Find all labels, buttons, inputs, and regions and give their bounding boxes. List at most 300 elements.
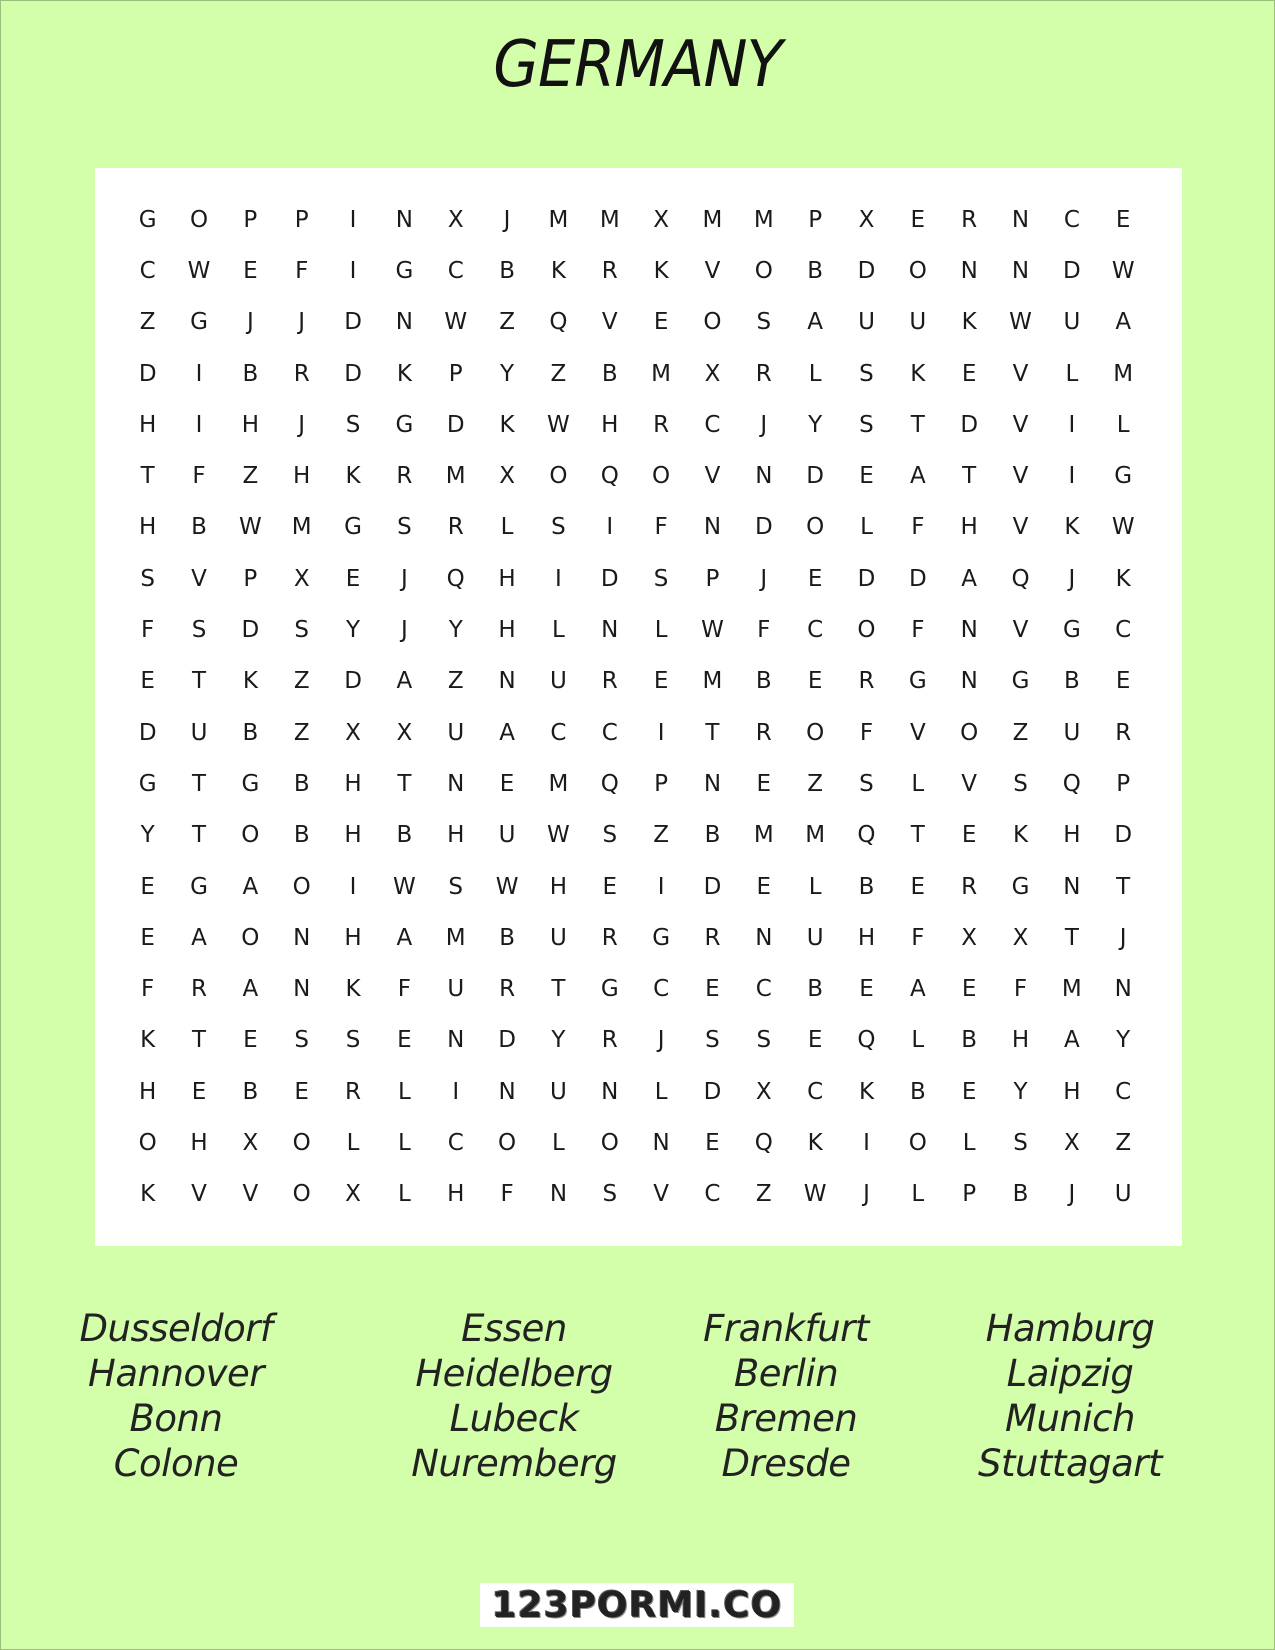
grid-cell: B bbox=[499, 257, 515, 284]
grid-cell: M bbox=[1061, 976, 1082, 1003]
word-item: Lubeck bbox=[449, 1397, 579, 1440]
grid-cell: C bbox=[704, 411, 721, 438]
grid-cell: Z bbox=[293, 719, 310, 746]
grid-cell: S bbox=[653, 565, 669, 592]
grid-cell: D bbox=[138, 719, 157, 746]
grid-cell: Z bbox=[1012, 719, 1029, 746]
grid-cell: E bbox=[961, 976, 977, 1003]
grid-cell: U bbox=[1063, 719, 1081, 746]
grid-cell: Q bbox=[446, 565, 465, 592]
grid-cell: H bbox=[344, 822, 362, 849]
grid-cell: D bbox=[960, 411, 979, 438]
grid-cell: M bbox=[548, 206, 569, 233]
grid-cell: B bbox=[755, 668, 772, 695]
grid-cell: V bbox=[191, 1181, 207, 1208]
grid-cell: C bbox=[807, 1078, 824, 1105]
grid-cell: M bbox=[805, 822, 826, 849]
grid-cell: G bbox=[190, 873, 208, 900]
grid-cell: R bbox=[447, 514, 464, 541]
grid-cell: W bbox=[803, 1181, 827, 1208]
grid-cell: G bbox=[241, 770, 260, 797]
grid-cell: R bbox=[755, 719, 772, 746]
grid-cell: A bbox=[499, 719, 515, 746]
grid-cell: R bbox=[396, 463, 413, 490]
grid-cell: C bbox=[704, 1181, 721, 1208]
grid-cell: C bbox=[1115, 617, 1132, 644]
grid-cell: E bbox=[910, 873, 926, 900]
grid-cell: K bbox=[1064, 514, 1080, 541]
grid-cell: G bbox=[138, 770, 157, 797]
grid-cell: F bbox=[654, 514, 668, 541]
grid-cell: D bbox=[1114, 822, 1133, 849]
grid-cell: X bbox=[1063, 1129, 1080, 1156]
grid-cell: M bbox=[599, 206, 620, 233]
grid-cell: D bbox=[446, 411, 465, 438]
grid-cell: N bbox=[960, 668, 978, 695]
word-column-4 bbox=[920, 1306, 1220, 1486]
grid-cell: B bbox=[293, 822, 310, 849]
grid-cell: A bbox=[1063, 1027, 1080, 1054]
grid-cell: N bbox=[293, 924, 311, 951]
grid-cell: L bbox=[911, 1181, 925, 1208]
grid-cell: H bbox=[139, 1078, 157, 1105]
grid-cell: L bbox=[397, 1181, 411, 1208]
grid-cell: I bbox=[195, 360, 203, 387]
grid-cell: I bbox=[555, 565, 562, 592]
grid-cell: H bbox=[498, 617, 516, 644]
grid-cell: E bbox=[243, 257, 258, 284]
word-item: Bremen bbox=[714, 1397, 858, 1440]
grid-cell: F bbox=[859, 719, 874, 746]
grid-cell: D bbox=[703, 1078, 722, 1105]
grid-cell: O bbox=[703, 309, 722, 336]
word-column-1 bbox=[26, 1306, 326, 1486]
grid-cell: E bbox=[756, 770, 772, 797]
grid-cell: L bbox=[397, 1129, 411, 1156]
grid-cell: B bbox=[242, 360, 259, 387]
grid-cell: I bbox=[195, 411, 203, 438]
grid-cell: O bbox=[241, 924, 260, 951]
grid-cell: J bbox=[1119, 924, 1127, 951]
grid-cell: W bbox=[495, 873, 519, 900]
word-item: Dusseldorf bbox=[79, 1307, 273, 1350]
grid-cell: T bbox=[191, 668, 207, 695]
grid-cell: H bbox=[139, 514, 157, 541]
grid-cell: F bbox=[141, 617, 155, 644]
grid-cell: O bbox=[292, 873, 311, 900]
grid-cell: A bbox=[191, 924, 207, 951]
grid-cell: J bbox=[760, 565, 768, 592]
grid-cell: K bbox=[345, 463, 361, 490]
grid-cell: R bbox=[601, 257, 618, 284]
grid-cell: G bbox=[908, 668, 927, 695]
grid-cell: B bbox=[858, 873, 875, 900]
grid-cell: E bbox=[140, 873, 155, 900]
grid-cell: Z bbox=[1115, 1129, 1132, 1156]
grid-cell: S bbox=[294, 1027, 309, 1054]
grid-cell: U bbox=[806, 924, 824, 951]
grid-cell: J bbox=[863, 1181, 870, 1208]
grid-cell: S bbox=[397, 514, 412, 541]
grid-cell: B bbox=[909, 1078, 926, 1105]
grid-cell: I bbox=[349, 257, 357, 284]
grid-cell: A bbox=[807, 309, 823, 336]
grid-cell: O bbox=[241, 822, 260, 849]
grid-cell: L bbox=[346, 1129, 360, 1156]
grid-cell: T bbox=[140, 463, 155, 490]
grid-cell: E bbox=[756, 873, 772, 900]
grid-cell: Q bbox=[1062, 770, 1081, 797]
grid-cell: W bbox=[444, 309, 468, 336]
grid-cell: M bbox=[548, 770, 569, 797]
word-item: Colone bbox=[113, 1442, 239, 1485]
grid-cell: O bbox=[908, 1129, 927, 1156]
grid-cell: P bbox=[654, 770, 669, 797]
grid-cell: F bbox=[1013, 976, 1028, 1003]
grid-cell: D bbox=[600, 565, 619, 592]
grid-cell: H bbox=[549, 873, 568, 900]
grid-cell: Y bbox=[140, 822, 155, 849]
grid-cell: N bbox=[1011, 206, 1030, 233]
grid-cell: H bbox=[293, 463, 311, 490]
grid-cell: P bbox=[705, 565, 720, 592]
grid-cell: M bbox=[445, 924, 466, 951]
grid-cell: F bbox=[757, 617, 771, 644]
grid-cell: R bbox=[601, 1027, 618, 1054]
grid-cell: H bbox=[344, 770, 362, 797]
grid-cell: U bbox=[1114, 1181, 1132, 1208]
grid-cell: O bbox=[806, 719, 825, 746]
grid-cell: O bbox=[908, 257, 927, 284]
grid-cell: J bbox=[400, 565, 408, 592]
word-item: Frankfurt bbox=[703, 1307, 869, 1350]
grid-cell: S bbox=[756, 1027, 772, 1054]
grid-cell: R bbox=[601, 668, 618, 695]
grid-cell: S bbox=[448, 873, 464, 900]
grid-cell: Q bbox=[857, 1027, 876, 1054]
grid-cell: V bbox=[653, 1181, 669, 1208]
grid-cell: A bbox=[909, 976, 926, 1003]
grid-cell: J bbox=[298, 309, 306, 336]
grid-cell: D bbox=[703, 873, 722, 900]
grid-cell: O bbox=[857, 617, 876, 644]
grid-cell: L bbox=[860, 514, 873, 541]
grid-cell: H bbox=[139, 411, 157, 438]
grid-cell: A bbox=[1115, 309, 1132, 336]
grid-cell: E bbox=[345, 565, 361, 592]
grid-cell: V bbox=[704, 463, 721, 490]
grid-cell: E bbox=[1115, 206, 1131, 233]
grid-cell: X bbox=[499, 463, 515, 490]
grid-cell: T bbox=[962, 463, 977, 490]
grid-cell: H bbox=[498, 565, 516, 592]
grid-cell: O bbox=[960, 719, 979, 746]
grid-cell: Q bbox=[600, 770, 619, 797]
grid-cell: X bbox=[396, 719, 413, 746]
grid-cell: O bbox=[189, 206, 209, 233]
grid-cell: T bbox=[1064, 924, 1079, 951]
grid-cell: V bbox=[1012, 360, 1029, 387]
grid-cell: X bbox=[447, 206, 464, 233]
grid-cell: R bbox=[653, 411, 670, 438]
grid-cell: A bbox=[242, 873, 259, 900]
grid-cell: X bbox=[704, 360, 721, 387]
grid-cell: Z bbox=[139, 309, 156, 336]
grid-cell: X bbox=[293, 565, 310, 592]
grid-cell: I bbox=[1068, 463, 1076, 490]
grid-cell: L bbox=[808, 360, 822, 387]
grid-cell: N bbox=[1011, 257, 1030, 284]
grid-cell: S bbox=[1013, 770, 1028, 797]
grid-cell: E bbox=[499, 770, 515, 797]
grid-cell: H bbox=[1063, 1078, 1081, 1105]
grid-cell: K bbox=[910, 360, 926, 387]
grid-cell: O bbox=[498, 1129, 517, 1156]
grid-cell: O bbox=[806, 514, 825, 541]
grid-cell: L bbox=[654, 1078, 668, 1105]
grid-cell: M bbox=[291, 514, 312, 541]
grid-cell: I bbox=[606, 514, 614, 541]
grid-cell: J bbox=[298, 411, 306, 438]
grid-cell: H bbox=[601, 411, 619, 438]
grid-cell: O bbox=[292, 1181, 311, 1208]
grid-cell: G bbox=[395, 411, 414, 438]
grid-cell: E bbox=[705, 976, 720, 1003]
word-item: Stuttagart bbox=[977, 1442, 1162, 1485]
grid-cell: S bbox=[1013, 1129, 1028, 1156]
grid-cell: K bbox=[242, 668, 258, 695]
grid-cell: R bbox=[601, 924, 618, 951]
grid-cell: C bbox=[1063, 206, 1080, 233]
grid-cell: S bbox=[294, 617, 309, 644]
grid-cell: F bbox=[192, 463, 206, 490]
word-item: Hamburg bbox=[985, 1307, 1155, 1350]
grid-cell: W bbox=[701, 617, 724, 644]
grid-cell: S bbox=[140, 565, 155, 592]
grid-cell: K bbox=[1012, 822, 1029, 849]
grid-cell: N bbox=[1114, 976, 1132, 1003]
grid-cell: E bbox=[397, 1027, 412, 1054]
grid-cell: M bbox=[702, 206, 723, 233]
grid-cell: I bbox=[349, 873, 357, 900]
grid-cell: B bbox=[191, 514, 207, 541]
grid-cell: Y bbox=[346, 617, 361, 644]
word-item: Laipzig bbox=[1006, 1352, 1134, 1395]
grid-cell: S bbox=[345, 411, 361, 438]
grid-cell: E bbox=[859, 976, 874, 1003]
grid-cell: Z bbox=[447, 668, 464, 695]
grid-cell: E bbox=[602, 873, 618, 900]
grid-cell: Z bbox=[807, 770, 824, 797]
grid-cell: E bbox=[653, 309, 669, 336]
grid-cell: V bbox=[601, 309, 618, 336]
grid-cell: N bbox=[755, 463, 773, 490]
grid-cell: E bbox=[140, 924, 155, 951]
grid-cell: W bbox=[238, 514, 262, 541]
grid-cell: Z bbox=[293, 668, 310, 695]
grid-cell: Z bbox=[653, 822, 669, 849]
grid-cell: D bbox=[498, 1027, 516, 1054]
grid-cell: S bbox=[191, 617, 207, 644]
grid-cell: C bbox=[447, 1129, 464, 1156]
grid-cell: V bbox=[242, 1181, 259, 1208]
word-item: Munich bbox=[1005, 1397, 1135, 1440]
grid-cell: M bbox=[1113, 360, 1134, 387]
grid-cell: R bbox=[961, 206, 978, 233]
grid-cell: K bbox=[653, 257, 669, 284]
grid-cell: W bbox=[547, 822, 570, 849]
grid-cell: F bbox=[397, 976, 411, 1003]
grid-cell: G bbox=[600, 976, 619, 1003]
grid-cell: W bbox=[1111, 257, 1135, 284]
grid-cell: R bbox=[293, 360, 310, 387]
grid-cell: J bbox=[400, 617, 408, 644]
grid-cell: U bbox=[909, 309, 927, 336]
grid-cell: O bbox=[754, 257, 773, 284]
word-item: Hannover bbox=[88, 1352, 264, 1395]
grid-cell: L bbox=[552, 617, 565, 644]
grid-cell: Z bbox=[755, 1181, 772, 1208]
grid-cell: E bbox=[910, 206, 926, 233]
grid-cell: N bbox=[293, 976, 311, 1003]
grid-cell: V bbox=[1012, 463, 1029, 490]
grid-cell: B bbox=[293, 770, 310, 797]
grid-cell: K bbox=[396, 360, 412, 387]
grid-cell: D bbox=[241, 617, 260, 644]
grid-cell: Y bbox=[1013, 1078, 1028, 1105]
grid-cell: H bbox=[857, 924, 876, 951]
grid-cell: A bbox=[961, 565, 978, 592]
grid-cell: P bbox=[294, 206, 309, 233]
grid-cell: B bbox=[242, 1078, 259, 1105]
word-item: Berlin bbox=[733, 1352, 839, 1395]
grid-cell: N bbox=[498, 1078, 516, 1105]
grid-cell: F bbox=[500, 1181, 514, 1208]
grid-cell: W bbox=[547, 411, 570, 438]
grid-cell: R bbox=[499, 976, 516, 1003]
grid-cell: K bbox=[140, 1181, 156, 1208]
grid-cell: N bbox=[498, 668, 516, 695]
grid-cell: N bbox=[601, 1078, 619, 1105]
grid-cell: Y bbox=[551, 1027, 566, 1054]
grid-cell: X bbox=[858, 206, 875, 233]
grid-cell: I bbox=[657, 719, 665, 746]
grid-cell: V bbox=[1012, 411, 1029, 438]
grid-cell: A bbox=[242, 976, 259, 1003]
grid-cell: N bbox=[447, 1027, 465, 1054]
grid-cell: D bbox=[908, 565, 927, 592]
grid-cell: K bbox=[345, 976, 361, 1003]
grid-cell: E bbox=[243, 1027, 258, 1054]
grid-cell: M bbox=[753, 822, 774, 849]
grid-cell: V bbox=[909, 719, 926, 746]
grid-cell: N bbox=[960, 257, 978, 284]
grid-cell: I bbox=[1068, 411, 1076, 438]
grid-cell: K bbox=[858, 1078, 875, 1105]
word-item: Heidelberg bbox=[415, 1352, 613, 1395]
grid-cell: J bbox=[760, 411, 768, 438]
grid-cell: L bbox=[911, 1027, 925, 1054]
grid-cell: W bbox=[1009, 309, 1032, 336]
grid-cell: D bbox=[138, 360, 157, 387]
footer-logo bbox=[480, 1583, 794, 1627]
grid-cell: G bbox=[1114, 463, 1133, 490]
letter-grid bbox=[122, 194, 1149, 1220]
grid-cell: G bbox=[395, 257, 414, 284]
grid-cell: B bbox=[242, 719, 259, 746]
grid-cell: Q bbox=[600, 463, 619, 490]
page-title: GERMANY bbox=[493, 28, 782, 102]
grid-cell: C bbox=[1115, 1078, 1132, 1105]
grid-cell: E bbox=[807, 1027, 823, 1054]
grid-cell: T bbox=[1116, 873, 1131, 900]
grid-cell: E bbox=[140, 668, 155, 695]
grid-cell: X bbox=[653, 206, 669, 233]
grid-cell: H bbox=[960, 514, 978, 541]
grid-cell: U bbox=[550, 924, 567, 951]
grid-cell: I bbox=[349, 206, 357, 233]
grid-cell: P bbox=[962, 1181, 977, 1208]
grid-cell: U bbox=[447, 719, 465, 746]
grid-cell: T bbox=[910, 822, 925, 849]
grid-cell: O bbox=[549, 463, 568, 490]
grid-cell: N bbox=[960, 617, 978, 644]
grid-cell: V bbox=[704, 257, 721, 284]
grid-cell: D bbox=[806, 463, 824, 490]
grid-cell: S bbox=[859, 411, 874, 438]
grid-cell: R bbox=[1115, 719, 1132, 746]
grid-cell: C bbox=[653, 976, 670, 1003]
grid-cell: E bbox=[705, 1129, 720, 1156]
grid-cell: N bbox=[652, 1129, 670, 1156]
grid-cell: M bbox=[702, 668, 723, 695]
grid-cell: Q bbox=[754, 1129, 773, 1156]
grid-cell: E bbox=[807, 565, 823, 592]
grid-cell: V bbox=[961, 770, 978, 797]
grid-cell: F bbox=[141, 976, 155, 1003]
grid-cell: H bbox=[344, 924, 362, 951]
grid-cell: A bbox=[396, 668, 413, 695]
grid-cell: I bbox=[657, 873, 665, 900]
grid-cell: B bbox=[601, 360, 618, 387]
grid-cell: B bbox=[961, 1027, 978, 1054]
grid-cell: K bbox=[1115, 565, 1131, 592]
grid-cell: Q bbox=[857, 822, 876, 849]
grid-cell: E bbox=[859, 463, 874, 490]
grid-cell: S bbox=[602, 822, 618, 849]
grid-cell: X bbox=[961, 924, 978, 951]
grid-cell: E bbox=[1115, 668, 1131, 695]
grid-cell: H bbox=[447, 1181, 465, 1208]
grid-cell: U bbox=[858, 309, 875, 336]
grid-cell: F bbox=[911, 514, 925, 541]
grid-cell: Y bbox=[448, 617, 463, 644]
grid-cell: B bbox=[807, 257, 824, 284]
grid-cell: W bbox=[393, 873, 416, 900]
grid-cell: X bbox=[755, 1078, 772, 1105]
grid-cell: C bbox=[755, 976, 772, 1003]
grid-cell: I bbox=[452, 1078, 460, 1105]
grid-cell: Y bbox=[500, 360, 515, 387]
grid-cell: Z bbox=[550, 360, 567, 387]
grid-cell: N bbox=[1063, 873, 1081, 900]
grid-cell: P bbox=[808, 206, 823, 233]
grid-cell: G bbox=[652, 924, 671, 951]
grid-cell: T bbox=[191, 770, 207, 797]
word-column-3 bbox=[636, 1306, 936, 1486]
grid-cell: U bbox=[498, 822, 516, 849]
grid-cell: W bbox=[187, 257, 211, 284]
